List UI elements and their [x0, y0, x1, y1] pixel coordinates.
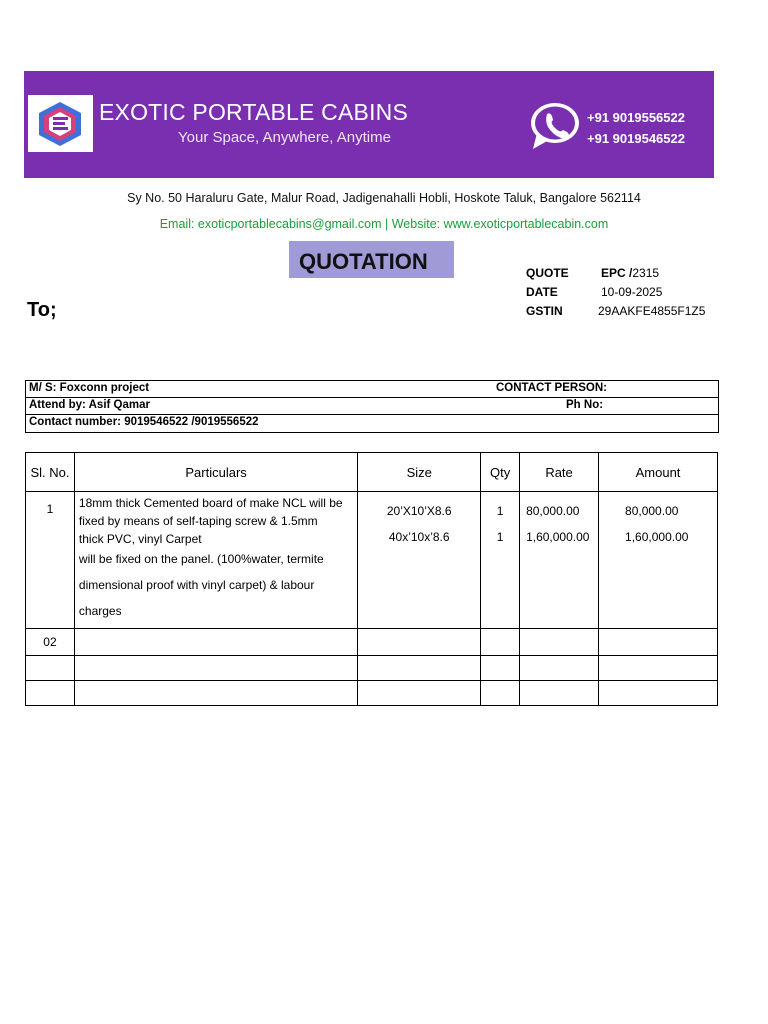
company-address: Sy No. 50 Haraluru Gate, Malur Road, Jadigenahalli Hobli, Hoskote Taluk, Bangalore 562114: [127, 191, 641, 205]
header-amount: Amount: [599, 453, 718, 492]
empty-cell: [481, 681, 520, 706]
header-qty: Qty: [481, 453, 520, 492]
items-table: [25, 452, 718, 706]
quote-prefix: EPC /: [601, 266, 633, 280]
email-website-line: Email: exoticportablecabins@gmail.com | Website: www.exoticportablecabin.com: [159, 217, 609, 231]
particulars-line: dimensional proof with vinyl carpet) & labour: [78, 578, 315, 592]
size-value: 20’X10’X8.6: [386, 504, 452, 518]
company-tagline: Your Space, Anywhere, Anytime: [178, 129, 391, 146]
empty-cell: [74, 656, 357, 681]
empty-cell: [358, 656, 481, 681]
empty-cell: [520, 656, 599, 681]
table-row: [26, 656, 718, 681]
row1-size: [358, 492, 481, 629]
row1-qty: [481, 492, 520, 629]
empty-cell: [481, 656, 520, 681]
empty-cell: [599, 656, 718, 681]
gstin-value: 29AAKFE4855F1Z5: [598, 304, 706, 318]
table-row: [26, 492, 718, 629]
table-header-row: [26, 453, 718, 492]
customer-info-box: [25, 380, 719, 433]
info-row-attend: [26, 398, 718, 415]
phone-number-2: +91 9019546522: [587, 131, 685, 146]
ms-text: M/ S: Foxconn project: [29, 382, 150, 394]
company-logo-icon: [28, 95, 93, 152]
row1-sl: 1: [26, 492, 75, 629]
empty-cell: [599, 681, 718, 706]
date-label: DATE: [526, 285, 558, 299]
particulars-line: thick PVC, vinyl Carpet: [78, 532, 202, 546]
rate-value: 1,60,000.00: [526, 530, 590, 544]
ph-no-label: Ph No:: [566, 399, 604, 411]
qty-value: 1: [496, 504, 504, 518]
amount-value: 80,000.00: [625, 504, 679, 518]
row2-sl: 02: [26, 629, 75, 656]
header-size: Size: [358, 453, 481, 492]
empty-cell: [520, 681, 599, 706]
particulars-line: charges: [78, 604, 122, 618]
quotation-title: QUOTATION: [299, 249, 428, 274]
whatsapp-phone-icon: [527, 99, 583, 158]
empty-cell: [74, 681, 357, 706]
rate-value: 80,000.00: [526, 504, 580, 518]
size-value: 40x’10x’8.6: [388, 530, 450, 544]
particulars-line: fixed by means of self-taping screw & 1.5mm: [78, 514, 318, 528]
quote-label: QUOTE: [526, 266, 569, 280]
empty-cell: [74, 629, 357, 656]
gstin-label: GSTIN: [526, 304, 563, 318]
quote-number: [601, 266, 659, 280]
contact-person-label: CONTACT PERSON:: [496, 382, 607, 394]
contact-number-text: Contact number: 9019546522 /9019556522: [29, 416, 259, 428]
empty-cell: [358, 629, 481, 656]
date-value: 10-09-2025: [601, 285, 663, 299]
row1-particulars: [74, 492, 357, 629]
empty-cell: [26, 656, 75, 681]
info-row-contact: [26, 415, 718, 432]
company-name: EXOTIC PORTABLE CABINS: [99, 99, 409, 125]
table-row: [26, 681, 718, 706]
phone-number-1: +91 9019556522: [587, 110, 685, 125]
empty-cell: [520, 629, 599, 656]
table-row: [26, 629, 718, 656]
quote-number-value: 2315: [632, 266, 660, 280]
row1-amount: [599, 492, 718, 629]
to-label: To;: [27, 299, 57, 321]
header-particulars: Particulars: [74, 453, 357, 492]
empty-cell: [26, 681, 75, 706]
empty-cell: [481, 629, 520, 656]
amount-value: 1,60,000.00: [625, 530, 689, 544]
row1-rate: [520, 492, 599, 629]
particulars-line: will be fixed on the panel. (100%water, termite: [78, 552, 324, 566]
particulars-line: 18mm thick Cemented board of make NCL will be: [78, 496, 343, 510]
attend-by-text: Attend by: Asif Qamar: [29, 399, 150, 411]
empty-cell: [358, 681, 481, 706]
qty-value: 1: [496, 530, 504, 544]
empty-cell: [599, 629, 718, 656]
info-row-ms: [26, 381, 718, 398]
header-sl-no: Sl. No.: [26, 453, 75, 492]
header-rate: Rate: [520, 453, 599, 492]
